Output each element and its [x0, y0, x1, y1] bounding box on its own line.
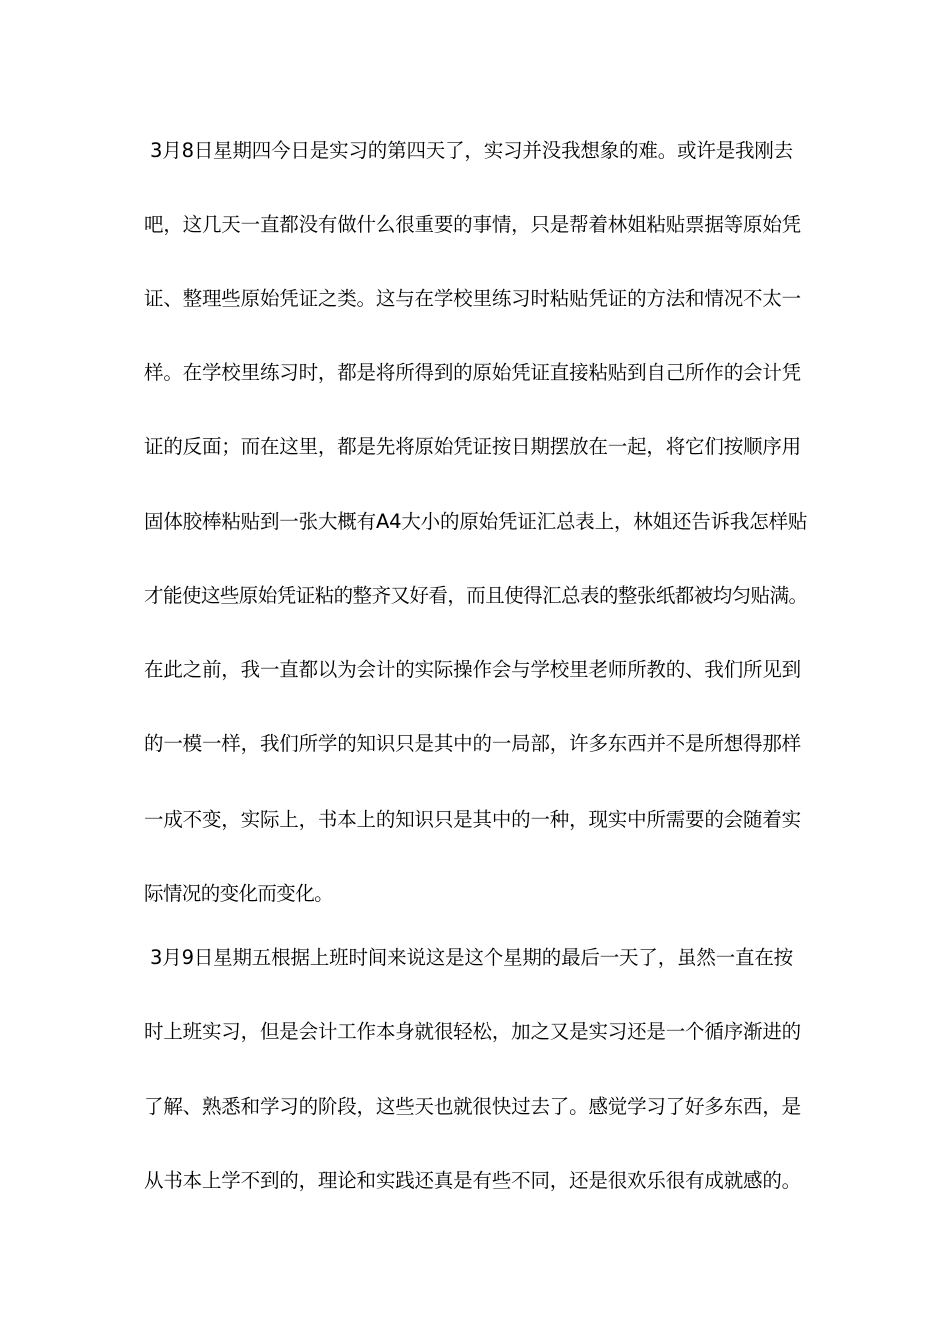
text-line: 的一模一样，我们所学的知识只是其中的一局部，许多东西并不是所想得那样: [144, 732, 802, 755]
text-line: 固体胶棒粘贴到一张大概有A4大小的原始凭证汇总表上，林姐还告诉我怎样贴: [144, 510, 808, 533]
text-line: 证、整理些原始凭证之类。这与在学校里练习时粘贴凭证的方法和情况不太一: [144, 287, 802, 310]
text-line: 3月8日星期四今日是实习的第四天了，实习并没我想象的难。或许是我刚去: [144, 139, 794, 162]
text-line: 了解、熟悉和学习的阶段，这些天也就很快过去了。感觉学习了好多东西，是: [144, 1095, 802, 1118]
text-line: 一成不变，实际上，书本上的知识只是其中的一种，现实中所需要的会随着实: [144, 808, 802, 831]
text-line: 吧，这几天一直都没有做什么很重要的事情，只是帮着林姐粘贴票据等原始凭: [144, 213, 802, 236]
text-line: 样。在学校里练习时，都是将所得到的原始凭证直接粘贴到自己所作的会计凭: [144, 361, 802, 384]
text-line: 从书本上学不到的，理论和实践还真是有些不同，还是很欢乐很有成就感的。: [144, 1169, 802, 1192]
text-line: 证的反面；而在这里，都是先将原始凭证按日期摆放在一起，将它们按顺序用: [144, 435, 802, 458]
text-line: 3月9日星期五根据上班时间来说这是这个星期的最后一天了，虽然一直在按: [144, 946, 794, 969]
text-line: 才能使这些原始凭证粘的整齐又好看，而且使得汇总表的整张纸都被均匀贴满。: [144, 584, 808, 607]
text-line: 际情况的变化而变化。: [144, 882, 334, 905]
text-line: 时上班实习，但是会计工作本身就很轻松，加之又是实习还是一个循序渐进的: [144, 1020, 802, 1043]
text-line: 在此之前，我一直都以为会计的实际操作会与学校里老师所教的、我们所见到: [144, 658, 802, 681]
